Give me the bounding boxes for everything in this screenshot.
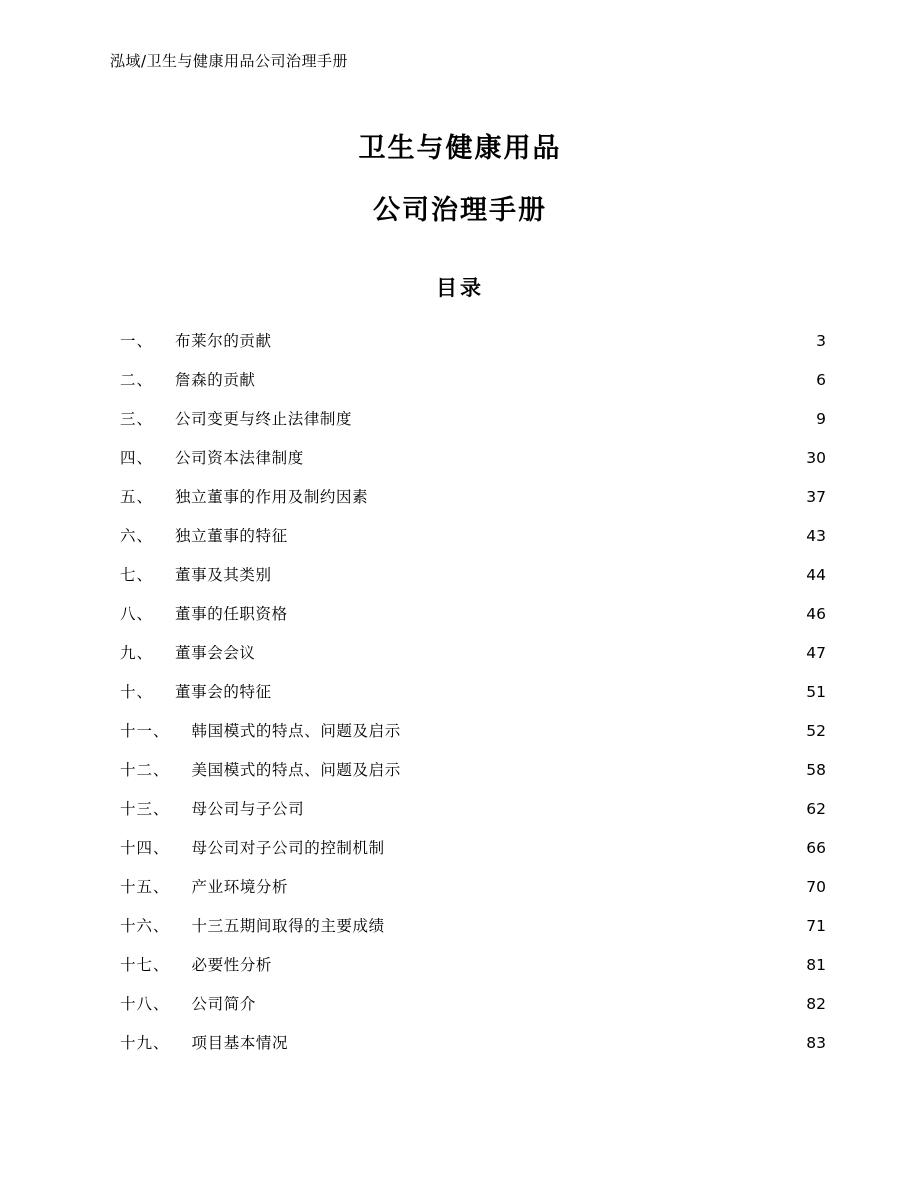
toc-entry-number: 八、 bbox=[120, 605, 154, 623]
toc-entry-page: 66 bbox=[806, 839, 826, 857]
toc-entry-number: 十二、 bbox=[120, 761, 170, 779]
toc-entry-label: 韩国模式的特点、问题及启示 bbox=[191, 722, 401, 740]
toc-entry[interactable] bbox=[120, 790, 826, 829]
toc-leader-dots bbox=[403, 721, 804, 737]
toc-leader-dots bbox=[370, 487, 804, 503]
toc-entry-number: 一、 bbox=[120, 332, 154, 350]
toc-entry-label: 公司简介 bbox=[191, 995, 256, 1013]
toc-entry-number: 十五、 bbox=[120, 878, 170, 896]
toc-entry[interactable] bbox=[120, 400, 826, 439]
toc-entry-number: 三、 bbox=[120, 410, 154, 428]
toc-entry-page: 81 bbox=[806, 956, 826, 974]
toc-leader-dots bbox=[290, 877, 804, 893]
toc-entry-page: 71 bbox=[806, 917, 826, 935]
toc-entry-number: 十、 bbox=[120, 683, 154, 701]
toc-leader-dots bbox=[274, 955, 804, 971]
toc-leader-dots bbox=[274, 331, 804, 347]
toc-leader-dots bbox=[290, 1033, 804, 1049]
toc-entry-label: 独立董事的作用及制约因素 bbox=[175, 488, 369, 506]
toc-entry-number: 十八、 bbox=[120, 995, 170, 1013]
toc-entry-number: 七、 bbox=[120, 566, 154, 584]
toc-entry-number: 二、 bbox=[120, 371, 154, 389]
table-of-contents bbox=[120, 322, 826, 1063]
page-header-breadcrumb: 泓域/卫生与健康用品公司治理手册 bbox=[110, 52, 349, 70]
toc-entry-number: 五、 bbox=[120, 488, 154, 506]
toc-entry[interactable] bbox=[120, 634, 826, 673]
toc-entry-label: 母公司对子公司的控制机制 bbox=[191, 839, 385, 857]
toc-leader-dots bbox=[290, 604, 804, 620]
toc-entry-label: 独立董事的特征 bbox=[175, 527, 288, 545]
toc-leader-dots bbox=[274, 565, 804, 581]
toc-leader-dots bbox=[274, 682, 804, 698]
toc-entry[interactable] bbox=[120, 1024, 826, 1063]
toc-entry-label: 公司资本法律制度 bbox=[175, 449, 304, 467]
toc-entry-number: 十三、 bbox=[120, 800, 170, 818]
toc-entry-page: 9 bbox=[816, 410, 826, 428]
toc-entry-number: 十四、 bbox=[120, 839, 170, 857]
toc-leader-dots bbox=[258, 370, 804, 386]
toc-entry-number: 十七、 bbox=[120, 956, 170, 974]
document-title bbox=[0, 118, 920, 242]
toc-leader-dots bbox=[306, 799, 804, 815]
toc-leader-dots bbox=[387, 916, 804, 932]
toc-leader-dots bbox=[354, 409, 804, 425]
toc-entry-number: 十九、 bbox=[120, 1034, 170, 1052]
toc-entry-label: 董事会会议 bbox=[175, 644, 256, 662]
toc-entry[interactable] bbox=[120, 751, 826, 790]
toc-entry-label: 必要性分析 bbox=[191, 956, 273, 974]
toc-entry-page: 82 bbox=[806, 995, 826, 1013]
toc-entry[interactable] bbox=[120, 673, 826, 712]
toc-leader-dots bbox=[306, 448, 804, 464]
toc-entry-number: 四、 bbox=[120, 449, 154, 467]
toc-leader-dots bbox=[290, 526, 804, 542]
toc-entry[interactable] bbox=[120, 478, 826, 517]
toc-entry-label: 美国模式的特点、问题及启示 bbox=[191, 761, 401, 779]
toc-entry[interactable] bbox=[120, 439, 826, 478]
toc-entry[interactable] bbox=[120, 829, 826, 868]
toc-entry-page: 83 bbox=[806, 1034, 826, 1052]
toc-entry-label: 公司变更与终止法律制度 bbox=[175, 410, 353, 428]
toc-entry-label: 母公司与子公司 bbox=[191, 800, 305, 818]
toc-entry-label: 詹森的贡献 bbox=[175, 371, 256, 389]
toc-leader-dots bbox=[258, 994, 804, 1010]
toc-entry-page: 30 bbox=[806, 449, 826, 467]
toc-entry-page: 6 bbox=[816, 371, 826, 389]
toc-entry[interactable] bbox=[120, 985, 826, 1024]
document-title-line-2: 公司治理手册 bbox=[373, 195, 547, 226]
toc-entry-page: 37 bbox=[806, 488, 826, 506]
toc-entry-label: 董事及其类别 bbox=[175, 566, 272, 584]
toc-entry-number: 六、 bbox=[120, 527, 154, 545]
toc-entry-page: 43 bbox=[806, 527, 826, 545]
toc-leader-dots bbox=[387, 838, 804, 854]
toc-leader-dots bbox=[258, 643, 804, 659]
toc-entry[interactable] bbox=[120, 868, 826, 907]
toc-entry-page: 62 bbox=[806, 800, 826, 818]
toc-entry-label: 董事会的特征 bbox=[175, 683, 272, 701]
toc-leader-dots bbox=[403, 760, 804, 776]
toc-entry-label: 产业环境分析 bbox=[191, 878, 289, 896]
toc-entry[interactable] bbox=[120, 517, 826, 556]
toc-entry[interactable] bbox=[120, 556, 826, 595]
toc-entry-page: 47 bbox=[806, 644, 826, 662]
toc-entry-label: 项目基本情况 bbox=[191, 1034, 289, 1052]
toc-entry-label: 董事的任职资格 bbox=[175, 605, 288, 623]
toc-entry-number: 十六、 bbox=[120, 917, 170, 935]
document-title-line-1: 卫生与健康用品 bbox=[358, 133, 562, 164]
toc-entry[interactable] bbox=[120, 712, 826, 751]
toc-entry-label: 十三五期间取得的主要成绩 bbox=[191, 917, 385, 935]
toc-entry[interactable] bbox=[120, 322, 826, 361]
toc-entry-page: 52 bbox=[806, 722, 826, 740]
toc-entry-page: 3 bbox=[816, 332, 826, 350]
toc-entry-page: 46 bbox=[806, 605, 826, 623]
toc-entry-page: 70 bbox=[806, 878, 826, 896]
toc-entry-page: 51 bbox=[806, 683, 826, 701]
toc-entry-page: 58 bbox=[806, 761, 826, 779]
toc-entry-number: 十一、 bbox=[120, 722, 170, 740]
toc-entry-page: 44 bbox=[806, 566, 826, 584]
toc-entry[interactable] bbox=[120, 361, 826, 400]
toc-entry-number: 九、 bbox=[120, 644, 154, 662]
toc-heading: 目录 bbox=[436, 275, 484, 300]
toc-entry[interactable] bbox=[120, 595, 826, 634]
toc-entry[interactable] bbox=[120, 946, 826, 985]
toc-entry-label: 布莱尔的贡献 bbox=[175, 332, 272, 350]
toc-entry[interactable] bbox=[120, 907, 826, 946]
